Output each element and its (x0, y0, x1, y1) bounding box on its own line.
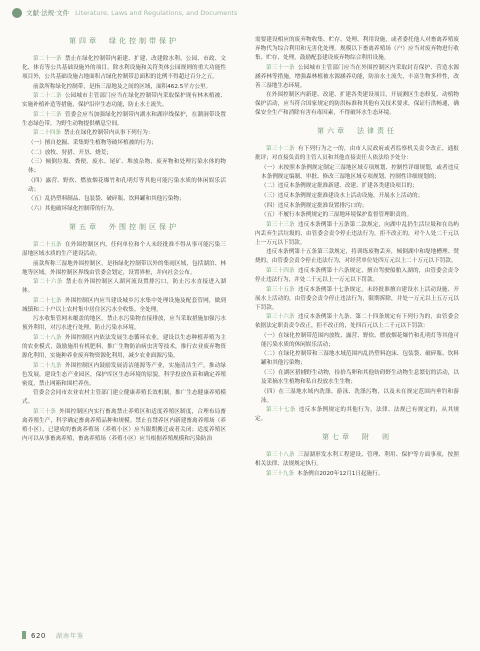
article-text: 公园城市主管部门应当在绿化控制带内采取保护现有林木植被、实施补植补造等措施，保护沿岸生态功能，防止水土流失。 (22, 93, 226, 109)
article-text: 三湿湖形发水利工程建设、管理、利用、保护等方面事项，按照相关法律、法规规定执行。 (255, 452, 459, 468)
article-number: 第三十条 (33, 408, 57, 415)
article-number: 第二十三条 (33, 111, 62, 118)
article-number: 第三十二条 (266, 146, 295, 153)
chapter-heading: 第六章 法律责任 (317, 127, 397, 136)
article-text: 违反本条例第十六条规定，擅自驾驶船舶入湖的，由管委会责令停止违法行为，并处二千元以上一万元以下罚款。 (255, 267, 459, 283)
article (255, 145, 459, 163)
article (22, 55, 226, 82)
article-number: 第二十四条 (33, 130, 61, 137)
article-number: 第三十一条 (266, 64, 295, 71)
article-text: 外围控制区内鼓励发展清洁能源等产业，实施清洁生产，推动绿色发展，建设生态产业园区，保护库区生态环境的原貌，科学投放鱼苗和确定养殖密度，禁止网箱和围栏养鱼。 (22, 362, 226, 387)
article-number: 第二十五条 (33, 241, 62, 248)
article (22, 297, 226, 315)
list-item: （五）乱扔塑料制品、包装袋、破碎瓶、饮料罐和其他污染物； (28, 196, 185, 203)
article-text: 禁止在绿化控制带内新建、扩建、改建除水利、公园、市政、文化、体育等公共基础设施外的项目。除水利设施和关符类体公园规则的重大功能性项目外，公共基础设施占地面积占绿化控制带总面积的比例不得超过百分之五。 (22, 56, 226, 80)
article-text: 违反本条例第十九条、第二十四条规定有下列行为的，由管委会依据法定职责责令改正，拒不改正的，处四百元以上二千元以下罚款： (255, 314, 459, 330)
article-number: 第二十六条 (33, 279, 63, 286)
footer-bar-icon (22, 631, 26, 639)
article (255, 267, 459, 285)
article-text: 违反本条例第十五条第二款规定，向湖中乱扔生活垃圾和在岛屿内丢弃生活垃圾的，由管委会责令停止违法行为，拒不改正的，对个人处二千元以上一万元以下罚款。 (255, 221, 459, 246)
article-number: 第二十一条 (33, 56, 62, 62)
article-number: 第二十八条 (33, 334, 62, 341)
list-item: （一）未按照本条例规定制定三湿地区域专项规划、控制性详细规划，或者违反本条例规定编制、审批、修改三湿地区域专项规划、控制性详细规划的； (261, 164, 459, 180)
header-section: 文献·法规·文件 (26, 9, 70, 17)
article (255, 221, 459, 248)
list-item: （四）露营、野炊、燃放烟花爆竹和孔明灯等其他可能污染水质的休闲娱乐活动； (28, 177, 226, 193)
article-text: 本条例自2020年12月1日起施行。 (296, 470, 384, 477)
list-item: （三）在湖区猎捕野生动物，捡拾鸟卵和其他妨碍野生动物生息繁衍的活动，以及采摘水生植物和私自投放水生生物； (261, 369, 459, 385)
article (22, 111, 226, 129)
article-text: 外围控制区内应当建设城乡污水集中处理设施及配套管网，做到城镇和二十户以上农村集中居住区污水全收集、全处理。 (22, 297, 226, 313)
chapter-heading: 第四章 绿化控制带保护 (69, 37, 179, 45)
list-item: （二）违反本条例规定批准新建、改建、扩建各类建设项目的； (261, 183, 418, 190)
header-subtitle: Literature, Laws and Regulations, and Documents (75, 9, 238, 17)
paragraph: 管委会会同市农业农村主管部门建立健康养殖长效机制，推广生态健康养殖模式。 (22, 390, 226, 406)
article (22, 362, 226, 389)
article-text: 在外围控制区内，任何单位和个人未经批准不得从事可能污染三湿地区域水质的生产建设活动。 (22, 241, 226, 257)
article-text: 禁止在绿化控制带内从事下列行为： (63, 130, 154, 137)
header-text (26, 8, 237, 18)
paragraph: 前款所称绿化控制带，是指三湿地及之间的区域，面积462.5平方公里。 (33, 83, 212, 90)
paragraph: 在外围控制区内新建、改建、扩建各类建设项目，开展测区生态修复、动植物保护活动，应当符合国家规定的防洪标准和其他有关技术要求，保证行洪畅通，确保安全生产和消除有害有毒因素，不得破坏水生态环境。 (255, 92, 459, 117)
list-item: （二）在绿化控制带和三湿地水域范围内乱扔塑料泡沫、包装袋、破碎瓶、饮料罐和其他污染物； (261, 351, 459, 367)
article (22, 241, 226, 259)
paragraph: 违反本条例第十五条第三款规定，将训练废物丢弃，倾倒湖中和堤地槽理、焚烧的，由管委会责令停止违法行为，对经营单位处四万元以上二十万元以下罚款。 (255, 249, 459, 265)
article-number: 第二十九条 (33, 362, 62, 369)
article-text: 违反本条例规定的其他行为，法律、法规已有规定的，从其规定。 (255, 407, 459, 423)
article-number: 第三十六条 (266, 314, 295, 321)
list-item: （四）违反本条例规定批准设置排污口的； (261, 202, 368, 209)
article-number: 第二十二条 (33, 93, 62, 100)
article-text: 外围控制区内实行畜禽禁止养殖区和适度养殖区制度，合理布局畜禽养殖生产，科学确定畜禽养殖品种和规模。禁止在禁养区内新建畜禽养殖场（养殖小区），已建成的畜禽养殖场（养殖小区）应当限期搬迁或者关闭；适度养殖区内可以从事畜禽养殖，畜禽养殖场（养殖小区）应当根据养殖规模和污染防治 (22, 408, 226, 442)
article-text: 外围控制区内依法发展生态循环农业，建设以生态种植养殖为主的农业模式，鼓励施用有机肥料，推广生物防治病虫害等技术，推行农业废弃物资源化利用，实施种养业废弃物资源化利用，减少农业面源污染。 (22, 334, 226, 359)
paragraph: 污水收集管网未覆盖的地区，禁止水污染物直接排放，应当采取措施加强污水预外利用，对污水进行处理，防止污染水环境。 (22, 316, 226, 332)
article-number: 第三十九条 (266, 470, 294, 477)
list-item: （五）不履行本条例规定的三湿地环境保护监督管理职责的。 (261, 212, 413, 219)
article (22, 92, 226, 110)
right-column (255, 36, 459, 479)
article (22, 334, 226, 361)
list-item: （一）在绿化控制带范围内放牧、露营、野炊、燃放烟花爆竹和孔明灯等其他可能污染水质的休闲娱乐活动； (261, 332, 459, 348)
article-number: 第三十七条 (266, 407, 296, 414)
article-number: 第三十四条 (266, 267, 295, 274)
article (255, 406, 459, 424)
article (255, 451, 459, 469)
article (22, 129, 226, 138)
paragraph: 前款所称三湿地外围控制区，是指绿化控制带以外的集雨区域，包括湖泊、林地等区域。外围控制区界线由管委会划定，设置界桩，并向社会公布。 (22, 260, 226, 276)
paragraph: 需要建设相应的废弃物收集、贮存、处理、利用设施，或者委托他人对畜禽养殖废弃物代为综合利用和无害化处理。规模以下畜禽养殖场（户）应当对废弃物进行收集、贮存、处理，鼓励配套建设废弃物综合利用设施。 (255, 37, 459, 61)
article-text: 禁止在外围控制区人湖河流设置排污口，防止污水直接进入湖体。 (22, 279, 226, 295)
article-number: 第三十五条 (266, 286, 295, 293)
section-mark-icon (12, 8, 22, 18)
article (22, 408, 226, 444)
article-number: 第二十七条 (33, 297, 62, 304)
list-item: （三）违反本条例规定批准建设水上活动设施、开展水上活动的； (261, 192, 424, 199)
list-item: （六）其他破坏绿化控制带的行为。 (28, 205, 118, 212)
article-text: 违反本条例第十七条规定，未经批准擅自建设水上活动设施、开展水上活动的，由管委会责令停止违法行为，限期拆除，并处一万元以上五万元以下罚款。 (255, 286, 459, 311)
article-number: 第三十三条 (266, 221, 295, 228)
article-text: 管委会应当加强绿化控制带内湖水和湖岸线保护，在潮洞带设置生态绿色带，为野生动物提供栖息空间。 (22, 111, 226, 127)
list-item: （三）倾倒垃圾、粪便、废水、尾矿、堆放杂物、废弃物和处理污染水体的物体； (28, 159, 226, 175)
article-text: 有下列行为之一的，由市人民政府或者监察机关责令改正，通报批评；对直接负责的主管人员和其他直接责任人依法给予处分： (255, 146, 459, 162)
left-column (22, 36, 226, 444)
article-text: 公园城市主管部门应当在外围控制区内采取封育保护、营造水源涵养林等措施，增强森林植被水源涵养功能，防治水土流失，丰富生物多样性，改善三湿地生态环境。 (255, 64, 459, 89)
list-item: （一）擅自挖掘、采集野生植物等破坏植被的行为； (28, 139, 157, 146)
footer-label: 湖南年鉴 (56, 633, 85, 640)
article (255, 64, 459, 91)
page-number: 620 (31, 632, 46, 640)
article (255, 313, 459, 331)
chapter-heading: 第五章 外围控制区保护 (69, 222, 179, 231)
article (22, 278, 226, 296)
page-header (0, 0, 480, 26)
article (255, 470, 459, 479)
chapter-heading: 第七章 附 则 (322, 433, 392, 442)
article (255, 286, 459, 313)
list-item: （二）放牧、狩猎、开垦、烧荒； (28, 149, 112, 156)
list-item: （四）在三湿地水域内洗涤、游泳、洗涤污物，以及未在规定范围内垂钓和游泳。 (261, 388, 459, 404)
page-footer (0, 621, 480, 651)
article-number: 第三十八条 (266, 452, 295, 459)
